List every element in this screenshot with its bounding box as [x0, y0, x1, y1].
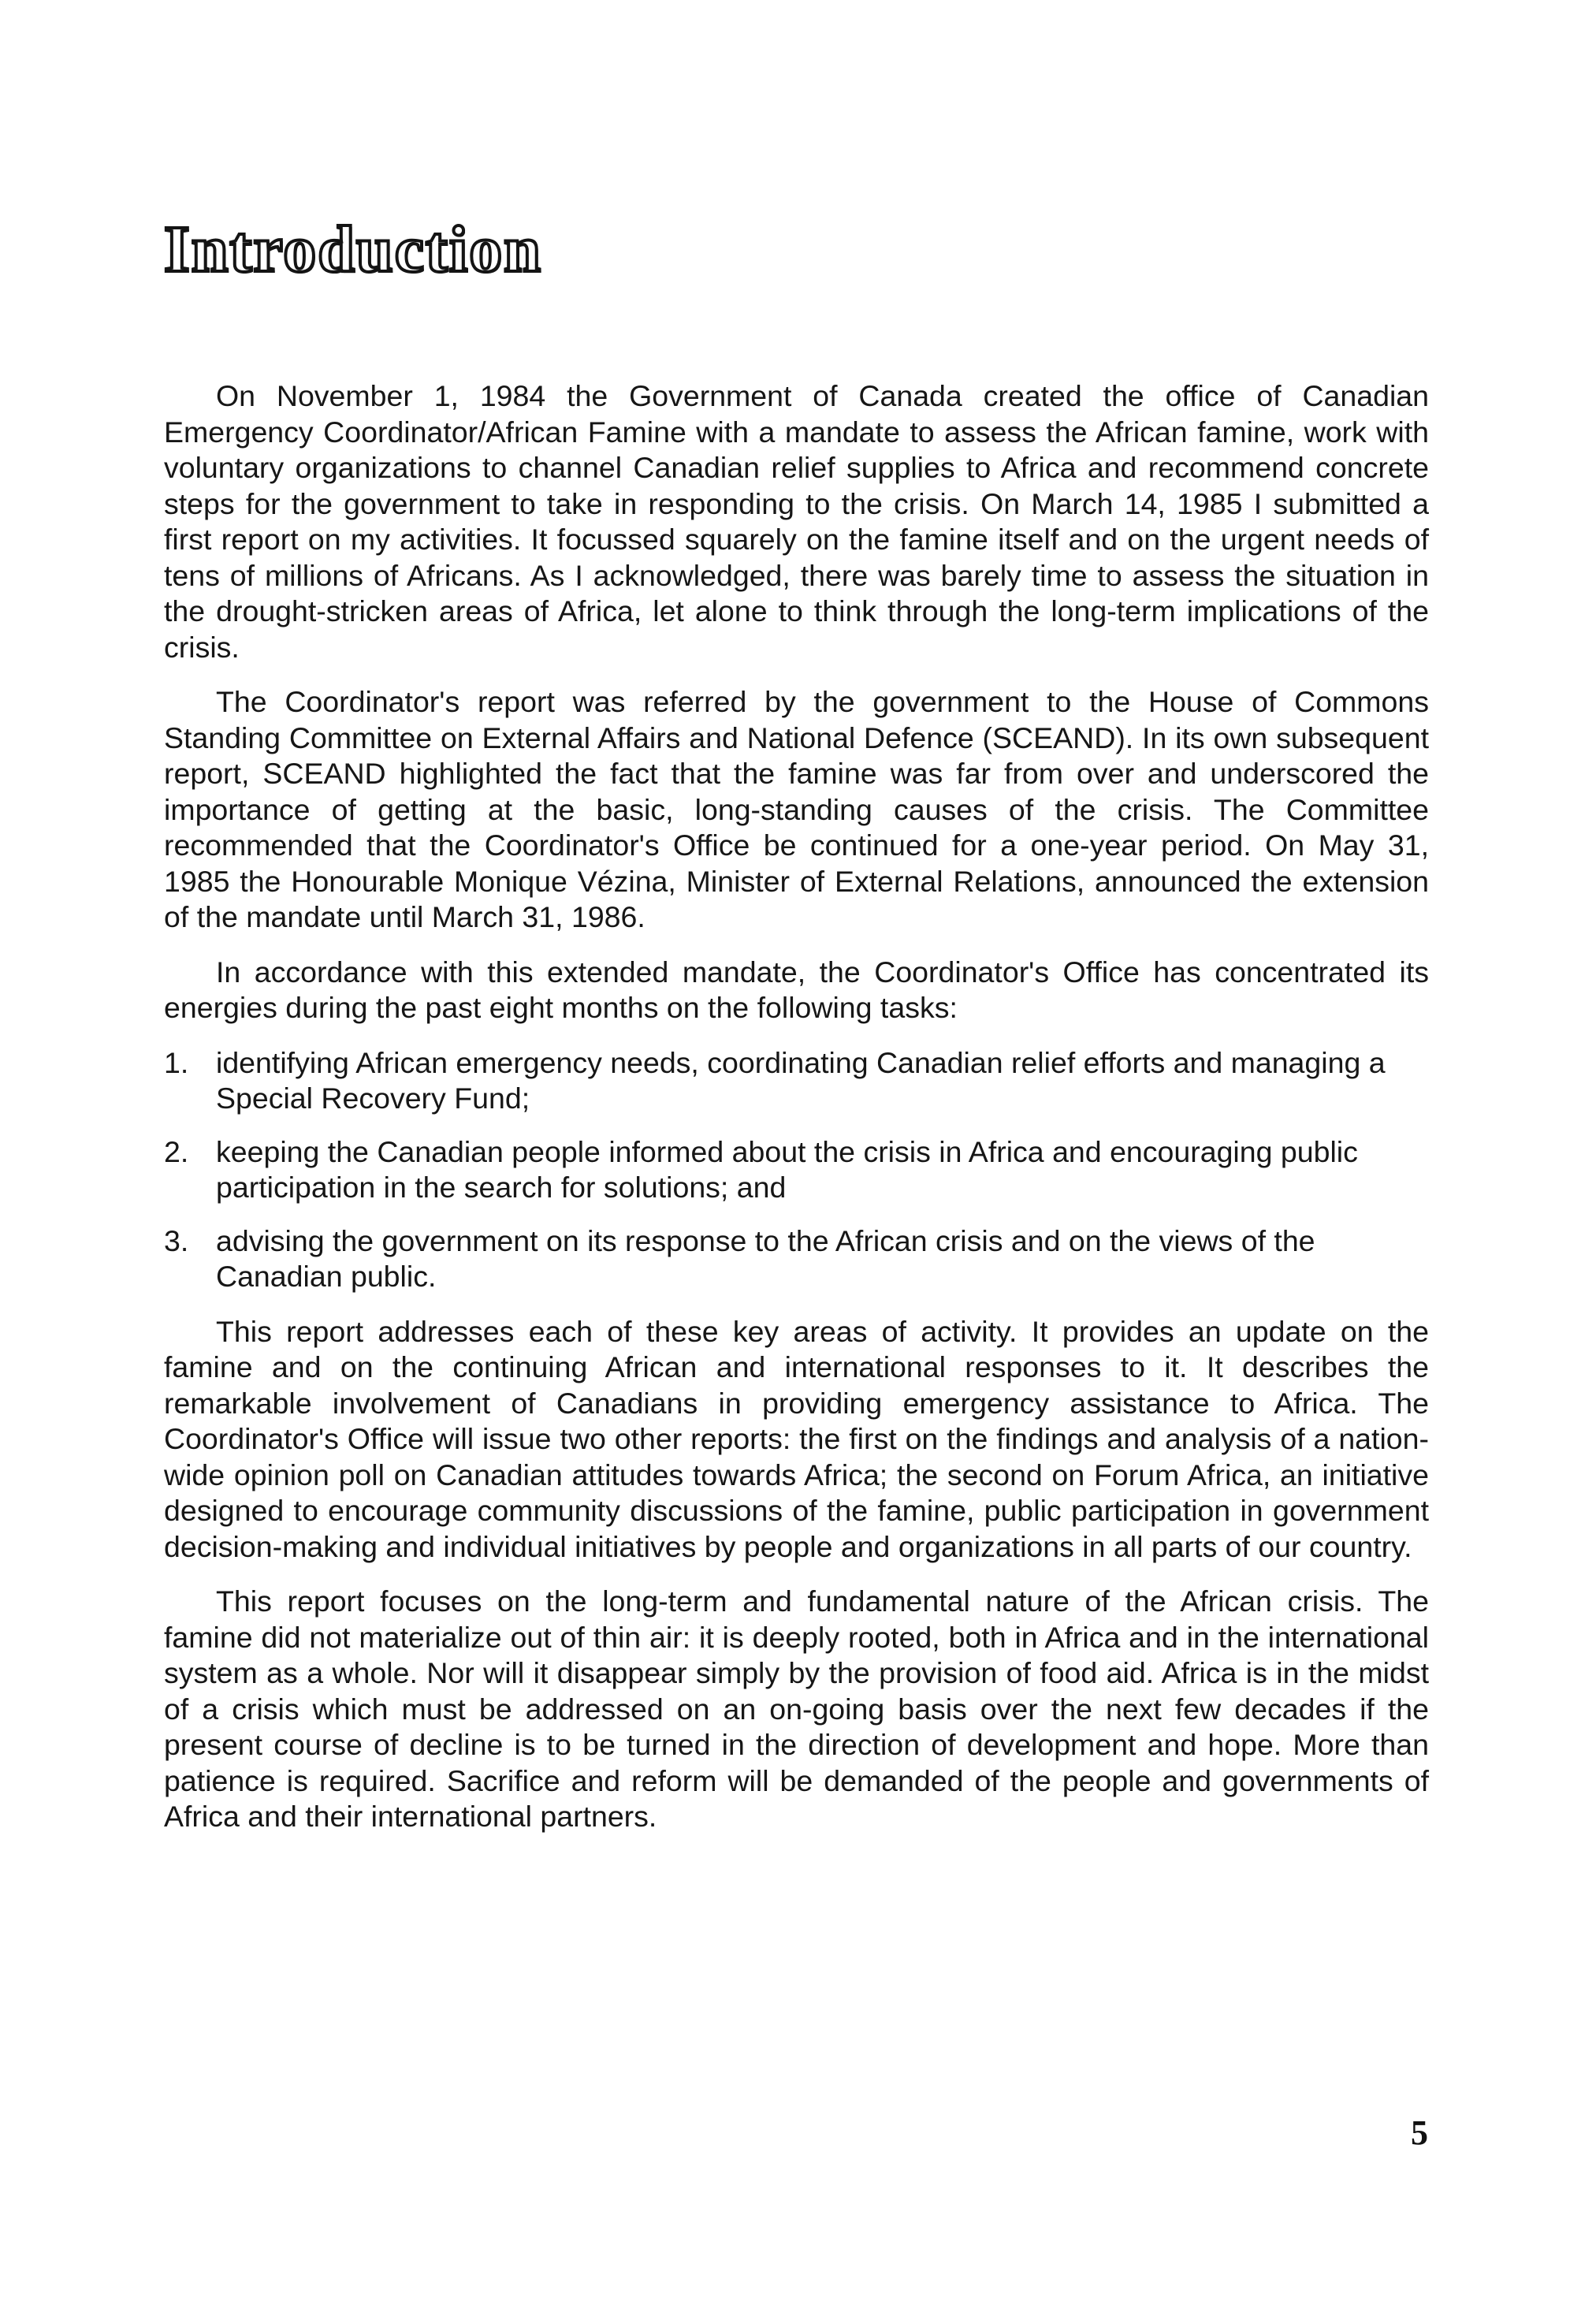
paragraph-sceand: The Coordinator's report was referred by the government to the House of Commons Standing Committee on External Affairs and National Defence (SCEAND). In its own subsequent report, SCEAND highlighted the fact that the famine was far from over and underscored the importance of getting at the basic, long-standing causes of the crisis. The Committee recommended that the Coordinator's Office be continued for a one-year period. On May 31, 1985 the Honourable Monique Vézina, Minister of External Relations, announced the extension of the mandate until March 31, 1986.: [164, 685, 1429, 933]
paragraph-mandate: On November 1, 1984 the Government of Canada created the office of Canadian Emergency Coordinator/African Famine with a mandate to assess the African famine, work with voluntary organizations to channel Canadian relief supplies to Africa and recommend concrete steps for the government to take in responding to the crisis. On March 14, 1985 I submitted a first report on my activities. It focussed squarely on the famine itself and on the urgent needs of tens of millions of Africans. As I acknowledged, there was barely time to assess the situation in the drought-stricken areas of Africa, let alone to think through the long-term implications of the crisis.: [164, 379, 1429, 664]
list-item-number: 3.: [164, 1223, 189, 1257]
list-item-text: advising the government on its response to the African crisis and on the views of the Canadian public.: [216, 1223, 1315, 1293]
paragraph-long-term: This report focuses on the long-term and fundamental nature of the African crisis. The famine did not materialize out of thin air: it is deeply rooted, both in Africa and in the international system as a whole. Nor will it disappear simply by the provision of food aid. Africa is in the midst of a crisis which must be addressed on an on-going basis over the next few decades if the present course of decline is to be turned in the direction of development and hope. More than patience is required. Sacrifice and reform will be demanded of the people and governments of Africa and their international partners.: [164, 1584, 1429, 1833]
list-item-text: identifying African emergency needs, coordinating Canadian relief efforts and managing a Special Recovery Fund;: [216, 1045, 1386, 1115]
list-item-number: 2.: [164, 1134, 189, 1168]
page-number: 5: [1411, 2113, 1428, 2152]
list-item-number: 1.: [164, 1045, 189, 1079]
paragraph-tasks-intro: In accordance with this extended mandate, the Coordinator's Office has concentrated its energies during the past eight months on the following tasks:: [164, 955, 1429, 1024]
list-item: [164, 1045, 1429, 1117]
paragraph-report-areas: This report addresses each of these key areas of activity. It provides an update on the famine and on the continuing African and international responses to it. It describes the remarkable involvement of Canadians in providing emergency assistance to Africa. The Coordinator's Office will issue two other reports: the first on the findings and analysis of a nation-wide opinion poll on Canadian attitudes towards Africa; the second on Forum Africa, an initiative designed to encourage community discussions of the famine, public participation in government decision-making and individual initiatives by people and organizations in all parts of our country.: [164, 1314, 1429, 1563]
body-text: [164, 378, 1429, 1854]
task-list: [164, 1045, 1429, 1295]
page-title: Introduction: [164, 213, 542, 286]
list-item: [164, 1134, 1429, 1206]
list-item-text: keeping the Canadian people informed about the crisis in Africa and encouraging public participation in the search for solutions; and: [216, 1134, 1358, 1204]
list-item: [164, 1223, 1429, 1295]
